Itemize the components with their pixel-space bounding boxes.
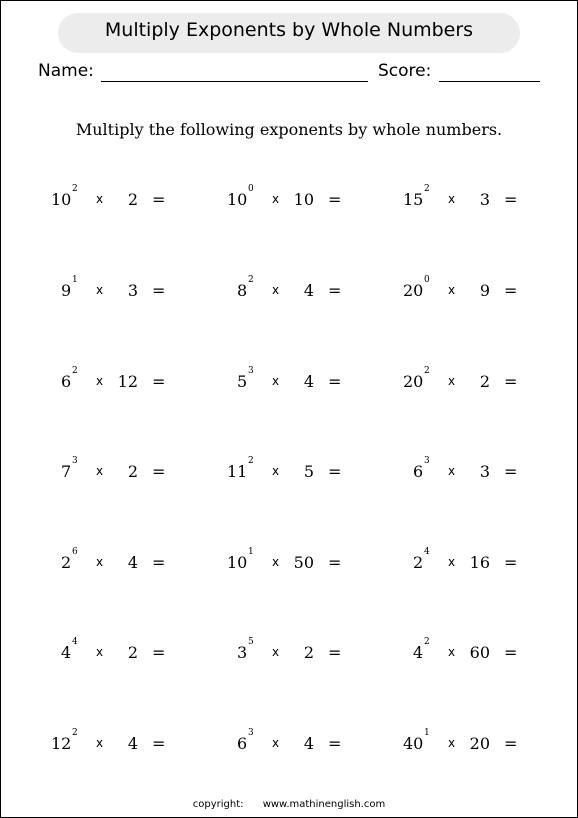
exponent-power: 3 — [248, 728, 254, 738]
exponent-power: 2 — [72, 366, 78, 376]
multiply-sign: x — [272, 555, 280, 569]
exponent-power: 1 — [248, 547, 254, 557]
problem-item — [214, 456, 364, 484]
exponent-base: 10 — [227, 190, 248, 209]
multiply-sign: x — [448, 192, 456, 206]
exponent-power: 2 — [424, 637, 430, 647]
multiply-sign: x — [272, 374, 280, 388]
multiply-sign: x — [272, 192, 280, 206]
exponent-power: 2 — [248, 275, 254, 285]
equals-sign: = — [328, 281, 342, 300]
exponent-power: 2 — [424, 184, 430, 194]
equals-sign: = — [152, 553, 166, 572]
multiply-sign: x — [96, 555, 104, 569]
multiplier: 2 — [127, 643, 138, 662]
exponent-power: 6 — [72, 547, 78, 557]
exponent-base: 9 — [61, 281, 72, 300]
exponent-power: 3 — [248, 366, 254, 376]
multiplier: 2 — [303, 643, 314, 662]
multiplier: 4 — [127, 734, 138, 753]
equals-sign: = — [504, 734, 518, 753]
exponent-power: 2 — [248, 456, 254, 466]
exponent-base: 12 — [51, 734, 72, 753]
site-link[interactable]: www.mathinenglish.com — [262, 799, 386, 810]
multiplier: 2 — [479, 372, 490, 391]
multiply-sign: x — [96, 645, 104, 659]
equals-sign: = — [328, 553, 342, 572]
exponent-power: 1 — [424, 728, 430, 738]
multiply-sign: x — [448, 555, 456, 569]
problem-item — [38, 184, 188, 212]
problem-item — [38, 547, 188, 575]
equals-sign: = — [152, 190, 166, 209]
problem-item — [38, 456, 188, 484]
equals-sign: = — [328, 462, 342, 481]
exponent-power: 4 — [424, 547, 430, 557]
multiply-sign: x — [96, 192, 104, 206]
exponent-base: 40 — [403, 734, 424, 753]
multiplier: 5 — [303, 462, 314, 481]
name-field[interactable] — [101, 81, 368, 82]
exponent-base: 10 — [51, 190, 72, 209]
exponent-base: 2 — [61, 553, 72, 572]
multiply-sign: x — [448, 645, 456, 659]
exponent-base: 20 — [403, 372, 424, 391]
instruction-text: Multiply the following exponents by whole numbers. — [75, 120, 503, 139]
exponent-power: 0 — [248, 184, 254, 194]
multiply-sign: x — [272, 464, 280, 478]
problem-item — [38, 637, 188, 665]
exponent-base: 4 — [413, 643, 424, 662]
multiplier: 9 — [479, 281, 490, 300]
score-label: Score: — [378, 61, 432, 81]
equals-sign: = — [504, 281, 518, 300]
multiplier: 2 — [127, 190, 138, 209]
multiplier: 2 — [127, 462, 138, 481]
exponent-power: 2 — [72, 184, 78, 194]
multiply-sign: x — [272, 645, 280, 659]
multiplier: 4 — [127, 553, 138, 572]
multiply-sign: x — [96, 283, 104, 297]
exponent-power: 4 — [72, 637, 78, 647]
equals-sign: = — [328, 372, 342, 391]
exponent-base: 11 — [227, 462, 248, 481]
problem-item — [390, 184, 540, 212]
problem-item — [38, 366, 188, 394]
multiply-sign: x — [448, 374, 456, 388]
equals-sign: = — [504, 462, 518, 481]
copyright-label: copyright: — [192, 799, 244, 810]
multiply-sign: x — [96, 374, 104, 388]
multiplier: 20 — [469, 734, 490, 753]
exponent-base: 6 — [413, 462, 424, 481]
equals-sign: = — [152, 734, 166, 753]
equals-sign: = — [152, 643, 166, 662]
name-label: Name: — [38, 61, 94, 81]
problem-item — [390, 275, 540, 303]
problem-item — [214, 547, 364, 575]
equals-sign: = — [152, 372, 166, 391]
problem-item — [214, 184, 364, 212]
multiplier: 60 — [469, 643, 490, 662]
exponent-base: 8 — [237, 281, 248, 300]
equals-sign: = — [328, 190, 342, 209]
exponent-base: 6 — [237, 734, 248, 753]
equals-sign: = — [504, 643, 518, 662]
problem-item — [214, 275, 364, 303]
equals-sign: = — [328, 734, 342, 753]
exponent-power: 5 — [248, 637, 254, 647]
worksheet-title: Multiply Exponents by Whole Numbers — [104, 19, 474, 41]
exponent-base: 6 — [61, 372, 72, 391]
exponent-power: 1 — [72, 275, 78, 285]
problem-item — [38, 728, 188, 756]
problem-item — [390, 637, 540, 665]
multiply-sign: x — [448, 464, 456, 478]
problem-item — [390, 728, 540, 756]
exponent-power: 0 — [424, 275, 430, 285]
equals-sign: = — [504, 190, 518, 209]
equals-sign: = — [504, 553, 518, 572]
multiplier: 16 — [469, 553, 490, 572]
equals-sign: = — [152, 281, 166, 300]
equals-sign: = — [328, 643, 342, 662]
multiplier: 50 — [293, 553, 314, 572]
exponent-power: 2 — [424, 366, 430, 376]
problem-item — [390, 456, 540, 484]
multiplier: 12 — [117, 372, 138, 391]
multiply-sign: x — [96, 464, 104, 478]
exponent-base: 15 — [403, 190, 424, 209]
equals-sign: = — [504, 372, 518, 391]
exponent-base: 20 — [403, 281, 424, 300]
exponent-base: 3 — [237, 643, 248, 662]
problem-item — [38, 275, 188, 303]
multiplier: 3 — [479, 462, 490, 481]
problem-item — [214, 637, 364, 665]
multiplier: 4 — [303, 372, 314, 391]
multiplier: 3 — [127, 281, 138, 300]
multiply-sign: x — [448, 283, 456, 297]
footer — [0, 799, 578, 810]
exponent-power: 2 — [72, 728, 78, 738]
multiplier: 4 — [303, 281, 314, 300]
equals-sign: = — [152, 462, 166, 481]
multiplier: 4 — [303, 734, 314, 753]
problem-item — [214, 366, 364, 394]
problem-item — [214, 728, 364, 756]
exponent-base: 7 — [61, 462, 72, 481]
problem-item — [390, 547, 540, 575]
exponent-power: 3 — [424, 456, 430, 466]
exponent-base: 10 — [227, 553, 248, 572]
multiply-sign: x — [96, 736, 104, 750]
exponent-base: 5 — [237, 372, 248, 391]
score-field[interactable] — [439, 81, 540, 82]
exponent-base: 2 — [413, 553, 424, 572]
exponent-power: 3 — [72, 456, 78, 466]
multiply-sign: x — [272, 736, 280, 750]
exponent-base: 4 — [61, 643, 72, 662]
problem-item — [390, 366, 540, 394]
multiplier: 10 — [293, 190, 314, 209]
multiplier: 3 — [479, 190, 490, 209]
multiply-sign: x — [272, 283, 280, 297]
multiply-sign: x — [448, 736, 456, 750]
